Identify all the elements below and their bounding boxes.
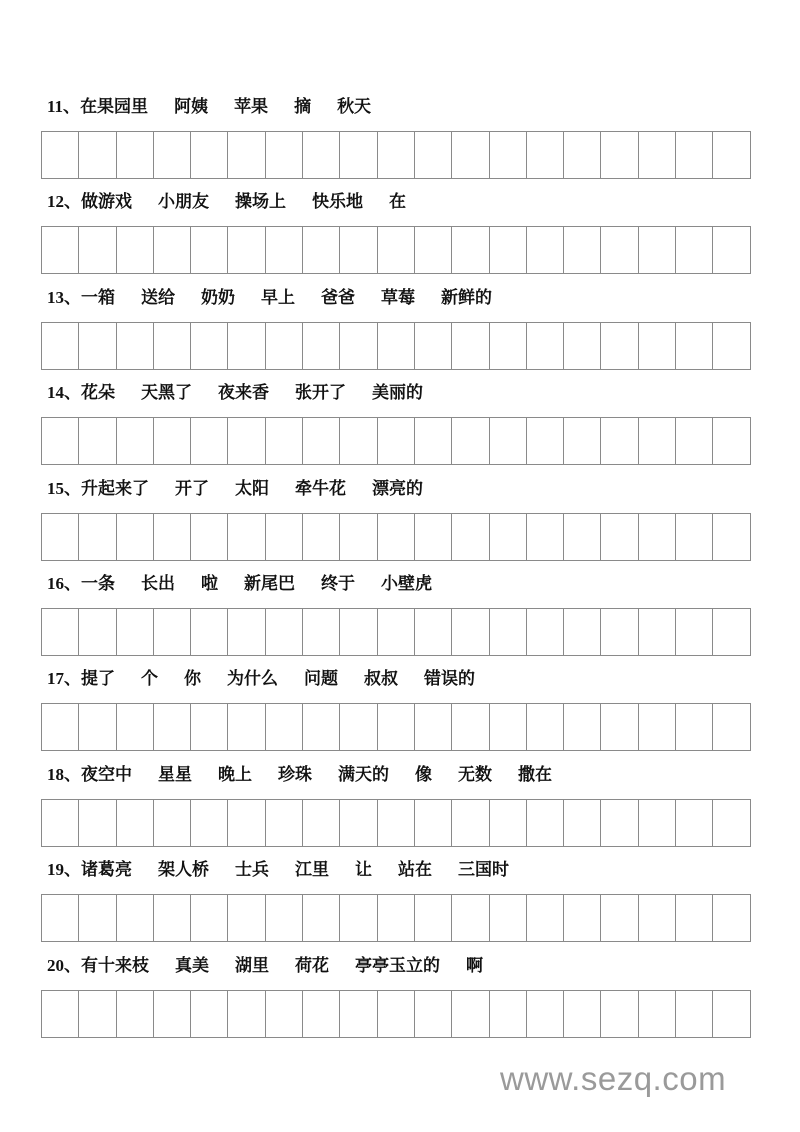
answer-cell[interactable] — [378, 323, 415, 369]
scrambled-word: 个 — [141, 669, 158, 690]
scrambled-word: 花朵 — [81, 383, 115, 404]
answer-cell[interactable] — [266, 609, 303, 655]
answer-cell[interactable] — [340, 800, 377, 846]
scrambled-word: 升起来了 — [81, 478, 149, 499]
answer-cell[interactable] — [713, 514, 750, 560]
answer-cell[interactable] — [415, 418, 452, 464]
scrambled-word: 开了 — [175, 478, 209, 499]
answer-cell[interactable] — [676, 800, 713, 846]
answer-cell[interactable] — [154, 609, 191, 655]
answer-cell[interactable] — [490, 704, 527, 750]
answer-cell[interactable] — [639, 323, 676, 369]
answer-cell[interactable] — [452, 418, 489, 464]
answer-cell[interactable] — [117, 800, 154, 846]
answer-cell[interactable] — [303, 132, 340, 178]
answer-cell[interactable] — [378, 991, 415, 1037]
answer-cell[interactable] — [601, 418, 638, 464]
answer-cell[interactable] — [378, 514, 415, 560]
answer-cell[interactable] — [639, 895, 676, 941]
answer-cell[interactable] — [42, 895, 79, 941]
scrambled-word: 叔叔 — [364, 669, 398, 690]
answer-cell[interactable] — [340, 514, 377, 560]
answer-cell[interactable] — [490, 132, 527, 178]
answer-cell[interactable] — [117, 418, 154, 464]
answer-cell[interactable] — [79, 991, 116, 1037]
answer-cell[interactable] — [564, 991, 601, 1037]
answer-cell[interactable] — [79, 132, 116, 178]
answer-cell[interactable] — [452, 514, 489, 560]
answer-cell[interactable] — [154, 800, 191, 846]
scrambled-word: 牵牛花 — [295, 478, 346, 499]
answer-grid — [41, 799, 751, 847]
scrambled-word: 天黑了 — [141, 383, 192, 404]
answer-cell[interactable] — [639, 991, 676, 1037]
scrambled-word: 无数 — [458, 764, 492, 785]
answer-cell[interactable] — [564, 514, 601, 560]
answer-cell[interactable] — [303, 800, 340, 846]
answer-cell[interactable] — [639, 514, 676, 560]
answer-cell[interactable] — [340, 895, 377, 941]
answer-cell[interactable] — [191, 132, 228, 178]
answer-cell[interactable] — [42, 418, 79, 464]
answer-cell[interactable] — [154, 132, 191, 178]
scrambled-word: 满天的 — [338, 764, 389, 785]
scrambled-word: 张开了 — [295, 383, 346, 404]
answer-cell[interactable] — [564, 895, 601, 941]
answer-cell[interactable] — [79, 323, 116, 369]
answer-cell[interactable] — [340, 418, 377, 464]
scrambled-word: 漂亮的 — [372, 478, 423, 499]
answer-cell[interactable] — [340, 323, 377, 369]
scrambled-word: 有十来枝 — [81, 955, 149, 976]
answer-grid — [41, 894, 751, 942]
answer-cell[interactable] — [415, 991, 452, 1037]
answer-cell[interactable] — [79, 418, 116, 464]
answer-cell[interactable] — [713, 991, 750, 1037]
answer-cell[interactable] — [601, 609, 638, 655]
scrambled-word: 士兵 — [235, 860, 269, 881]
answer-cell[interactable] — [676, 991, 713, 1037]
answer-cell[interactable] — [713, 704, 750, 750]
answer-cell[interactable] — [415, 609, 452, 655]
answer-cell[interactable] — [340, 991, 377, 1037]
scrambled-word: 为什么 — [227, 669, 278, 690]
answer-cell[interactable] — [42, 227, 79, 273]
exercise-prompt — [47, 954, 509, 978]
answer-cell[interactable] — [415, 895, 452, 941]
answer-cell[interactable] — [191, 895, 228, 941]
answer-cell[interactable] — [378, 132, 415, 178]
answer-cell[interactable] — [527, 132, 564, 178]
scrambled-word: 奶奶 — [201, 287, 235, 308]
answer-cell[interactable] — [117, 514, 154, 560]
answer-cell[interactable] — [378, 895, 415, 941]
answer-cell[interactable] — [601, 895, 638, 941]
answer-cell[interactable] — [42, 704, 79, 750]
answer-cell[interactable] — [340, 609, 377, 655]
answer-cell[interactable] — [676, 514, 713, 560]
answer-cell[interactable] — [527, 514, 564, 560]
answer-cell[interactable] — [490, 991, 527, 1037]
scrambled-word: 错误的 — [424, 669, 475, 690]
exercise-prompt — [47, 763, 578, 787]
scrambled-word: 架人桥 — [158, 860, 209, 881]
answer-cell[interactable] — [452, 132, 489, 178]
answer-cell[interactable] — [452, 991, 489, 1037]
answer-cell[interactable] — [527, 227, 564, 273]
answer-cell[interactable] — [452, 895, 489, 941]
answer-cell[interactable] — [117, 991, 154, 1037]
scrambled-word: 苹果 — [234, 97, 269, 117]
answer-cell[interactable] — [228, 227, 265, 273]
exercise-prompt — [47, 858, 535, 882]
answer-cell[interactable] — [228, 800, 265, 846]
answer-cell[interactable] — [490, 895, 527, 941]
answer-cell[interactable] — [154, 991, 191, 1037]
answer-grid — [41, 703, 751, 751]
answer-cell[interactable] — [303, 704, 340, 750]
answer-cell[interactable] — [228, 514, 265, 560]
answer-cell[interactable] — [154, 895, 191, 941]
answer-cell[interactable] — [340, 132, 377, 178]
scrambled-word: 爸爸 — [321, 287, 355, 308]
answer-cell[interactable] — [303, 418, 340, 464]
answer-cell[interactable] — [79, 227, 116, 273]
answer-cell[interactable] — [527, 800, 564, 846]
scrambled-word: 诸葛亮 — [81, 860, 132, 881]
answer-cell[interactable] — [266, 418, 303, 464]
answer-cell[interactable] — [601, 323, 638, 369]
scrambled-word: 湖里 — [235, 955, 269, 976]
answer-cell[interactable] — [228, 132, 265, 178]
answer-cell[interactable] — [79, 800, 116, 846]
scrambled-word: 新尾巴 — [244, 574, 295, 594]
answer-cell[interactable] — [42, 514, 79, 560]
answer-cell[interactable] — [564, 227, 601, 273]
answer-cell[interactable] — [564, 132, 601, 178]
scrambled-word: 撒在 — [518, 764, 552, 785]
answer-cell[interactable] — [266, 991, 303, 1037]
exercise-prompt — [47, 381, 449, 405]
scrambled-word: 美丽的 — [372, 383, 423, 404]
answer-cell[interactable] — [490, 609, 527, 655]
scrambled-word: 让 — [355, 860, 372, 881]
answer-cell[interactable] — [117, 609, 154, 655]
answer-cell[interactable] — [42, 132, 79, 178]
exercise-number: 14、 — [47, 383, 81, 403]
answer-cell[interactable] — [154, 704, 191, 750]
answer-cell[interactable] — [564, 704, 601, 750]
answer-cell[interactable] — [527, 609, 564, 655]
answer-cell[interactable] — [639, 132, 676, 178]
scrambled-word: 站在 — [398, 860, 432, 881]
answer-cell[interactable] — [340, 704, 377, 750]
answer-cell[interactable] — [639, 227, 676, 273]
answer-cell[interactable] — [228, 704, 265, 750]
answer-cell[interactable] — [713, 609, 750, 655]
scrambled-word: 阿姨 — [174, 97, 209, 117]
scrambled-word: 一条 — [81, 574, 115, 594]
answer-cell[interactable] — [154, 227, 191, 273]
answer-cell[interactable] — [415, 323, 452, 369]
scrambled-word: 在 — [389, 192, 406, 213]
scrambled-word: 问题 — [304, 669, 338, 690]
answer-cell[interactable] — [564, 418, 601, 464]
answer-cell[interactable] — [490, 227, 527, 273]
exercise-prompt — [47, 95, 397, 119]
answer-cell[interactable] — [378, 800, 415, 846]
scrambled-word: 新鲜的 — [441, 287, 492, 308]
answer-cell[interactable] — [676, 609, 713, 655]
answer-cell[interactable] — [676, 895, 713, 941]
scrambled-word: 小朋友 — [158, 192, 209, 213]
answer-cell[interactable] — [601, 704, 638, 750]
scrambled-word: 亭亭玉立的 — [355, 955, 440, 976]
answer-cell[interactable] — [117, 895, 154, 941]
answer-grid — [41, 417, 751, 465]
answer-cell[interactable] — [266, 323, 303, 369]
scrambled-word: 啦 — [201, 574, 218, 594]
answer-cell[interactable] — [378, 704, 415, 750]
exercise-prompt — [47, 477, 449, 501]
scrambled-word: 操场上 — [235, 192, 286, 213]
answer-cell[interactable] — [117, 227, 154, 273]
answer-cell[interactable] — [490, 418, 527, 464]
scrambled-word: 太阳 — [235, 478, 269, 499]
scrambled-word: 晚上 — [218, 764, 252, 785]
answer-cell[interactable] — [228, 323, 265, 369]
answer-cell[interactable] — [303, 227, 340, 273]
scrambled-word: 快乐地 — [312, 192, 363, 213]
exercise-prompt — [47, 286, 518, 310]
scrambled-word: 草莓 — [381, 287, 415, 308]
exercise-prompt — [47, 667, 501, 691]
scrambled-word: 夜来香 — [218, 383, 269, 404]
answer-cell[interactable] — [415, 132, 452, 178]
scrambled-word: 终于 — [321, 574, 355, 594]
answer-cell[interactable] — [452, 227, 489, 273]
answer-grid — [41, 322, 751, 370]
answer-cell[interactable] — [266, 800, 303, 846]
answer-cell[interactable] — [154, 418, 191, 464]
answer-cell[interactable] — [42, 991, 79, 1037]
answer-cell[interactable] — [303, 323, 340, 369]
answer-cell[interactable] — [452, 704, 489, 750]
answer-cell[interactable] — [266, 227, 303, 273]
exercise-prompt — [47, 572, 458, 596]
answer-cell[interactable] — [527, 323, 564, 369]
scrambled-word: 你 — [184, 669, 201, 690]
answer-cell[interactable] — [527, 418, 564, 464]
scrambled-word: 秋天 — [337, 97, 372, 117]
exercise-number: 20、 — [47, 955, 81, 975]
scrambled-word: 江里 — [295, 860, 329, 881]
answer-grid — [41, 990, 751, 1038]
answer-cell[interactable] — [303, 514, 340, 560]
scrambled-word: 在果园里 — [80, 97, 149, 117]
answer-cell[interactable] — [303, 991, 340, 1037]
scrambled-word: 小壁虎 — [381, 574, 432, 594]
answer-cell[interactable] — [564, 323, 601, 369]
answer-cell[interactable] — [266, 895, 303, 941]
answer-cell[interactable] — [378, 609, 415, 655]
answer-cell[interactable] — [79, 704, 116, 750]
scrambled-word: 早上 — [261, 287, 295, 308]
answer-cell[interactable] — [564, 609, 601, 655]
exercise-number: 11、 — [47, 97, 81, 116]
answer-cell[interactable] — [415, 514, 452, 560]
answer-cell[interactable] — [639, 609, 676, 655]
answer-cell[interactable] — [415, 704, 452, 750]
answer-cell[interactable] — [601, 227, 638, 273]
scrambled-word: 三国时 — [458, 860, 509, 881]
scrambled-word: 星星 — [158, 764, 192, 785]
answer-cell[interactable] — [713, 323, 750, 369]
answer-cell[interactable] — [303, 609, 340, 655]
answer-cell[interactable] — [117, 323, 154, 369]
answer-cell[interactable] — [79, 609, 116, 655]
answer-cell[interactable] — [452, 800, 489, 846]
answer-cell[interactable] — [676, 132, 713, 178]
answer-cell[interactable] — [42, 800, 79, 846]
answer-cell[interactable] — [228, 609, 265, 655]
answer-grid — [41, 608, 751, 656]
answer-cell[interactable] — [527, 991, 564, 1037]
answer-cell[interactable] — [601, 991, 638, 1037]
answer-cell[interactable] — [378, 418, 415, 464]
scrambled-word: 摘 — [294, 97, 312, 117]
answer-cell[interactable] — [191, 800, 228, 846]
answer-cell[interactable] — [117, 704, 154, 750]
answer-cell[interactable] — [676, 323, 713, 369]
answer-cell[interactable] — [42, 609, 79, 655]
answer-cell[interactable] — [303, 895, 340, 941]
answer-cell[interactable] — [713, 418, 750, 464]
answer-grid — [41, 131, 751, 179]
exercise-number: 12、 — [47, 192, 81, 212]
answer-cell[interactable] — [713, 895, 750, 941]
answer-cell[interactable] — [340, 227, 377, 273]
answer-cell[interactable] — [191, 991, 228, 1037]
answer-cell[interactable] — [266, 514, 303, 560]
answer-cell[interactable] — [228, 991, 265, 1037]
scrambled-word: 夜空中 — [81, 764, 132, 785]
scrambled-word: 珍珠 — [278, 764, 312, 785]
exercise-number: 18、 — [47, 764, 81, 784]
watermark: www.sezq.com — [500, 1060, 727, 1097]
answer-grid — [41, 226, 751, 274]
scrambled-word: 做游戏 — [81, 192, 132, 213]
scrambled-word: 长出 — [141, 574, 175, 594]
answer-cell[interactable] — [490, 514, 527, 560]
answer-cell[interactable] — [228, 418, 265, 464]
answer-grid — [41, 513, 751, 561]
answer-cell[interactable] — [713, 132, 750, 178]
answer-cell[interactable] — [601, 800, 638, 846]
exercise-prompt — [47, 190, 432, 214]
answer-cell[interactable] — [154, 514, 191, 560]
scrambled-word: 一箱 — [81, 287, 115, 308]
answer-cell[interactable] — [191, 609, 228, 655]
answer-cell[interactable] — [452, 323, 489, 369]
answer-cell[interactable] — [154, 323, 191, 369]
scrambled-word: 送给 — [141, 287, 175, 308]
answer-cell[interactable] — [713, 227, 750, 273]
exercise-number: 15、 — [47, 478, 81, 498]
answer-cell[interactable] — [564, 800, 601, 846]
answer-cell[interactable] — [639, 418, 676, 464]
answer-cell[interactable] — [601, 132, 638, 178]
exercise-number: 13、 — [47, 287, 81, 307]
answer-cell[interactable] — [490, 800, 527, 846]
answer-cell[interactable] — [676, 704, 713, 750]
answer-cell[interactable] — [527, 895, 564, 941]
answer-cell[interactable] — [527, 704, 564, 750]
scrambled-word: 荷花 — [295, 955, 329, 976]
answer-cell[interactable] — [639, 800, 676, 846]
answer-cell[interactable] — [79, 895, 116, 941]
answer-cell[interactable] — [266, 132, 303, 178]
scrambled-word: 像 — [415, 764, 432, 785]
answer-cell[interactable] — [676, 418, 713, 464]
answer-cell[interactable] — [415, 800, 452, 846]
answer-cell[interactable] — [378, 227, 415, 273]
scrambled-word: 提了 — [81, 669, 115, 690]
answer-cell[interactable] — [676, 227, 713, 273]
answer-cell[interactable] — [228, 895, 265, 941]
answer-cell[interactable] — [79, 514, 116, 560]
answer-cell[interactable] — [452, 609, 489, 655]
answer-cell[interactable] — [191, 704, 228, 750]
answer-cell[interactable] — [191, 323, 228, 369]
answer-cell[interactable] — [415, 227, 452, 273]
answer-cell[interactable] — [117, 132, 154, 178]
answer-cell[interactable] — [42, 323, 79, 369]
answer-cell[interactable] — [191, 418, 228, 464]
exercise-number: 16、 — [47, 574, 81, 593]
answer-cell[interactable] — [601, 514, 638, 560]
answer-cell[interactable] — [191, 227, 228, 273]
exercise-number: 17、 — [47, 669, 81, 689]
answer-cell[interactable] — [639, 704, 676, 750]
answer-cell[interactable] — [713, 800, 750, 846]
scrambled-word: 真美 — [175, 955, 209, 976]
scrambled-word: 啊 — [466, 955, 483, 976]
answer-cell[interactable] — [266, 704, 303, 750]
answer-cell[interactable] — [191, 514, 228, 560]
exercise-number: 19、 — [47, 860, 81, 880]
answer-cell[interactable] — [490, 323, 527, 369]
